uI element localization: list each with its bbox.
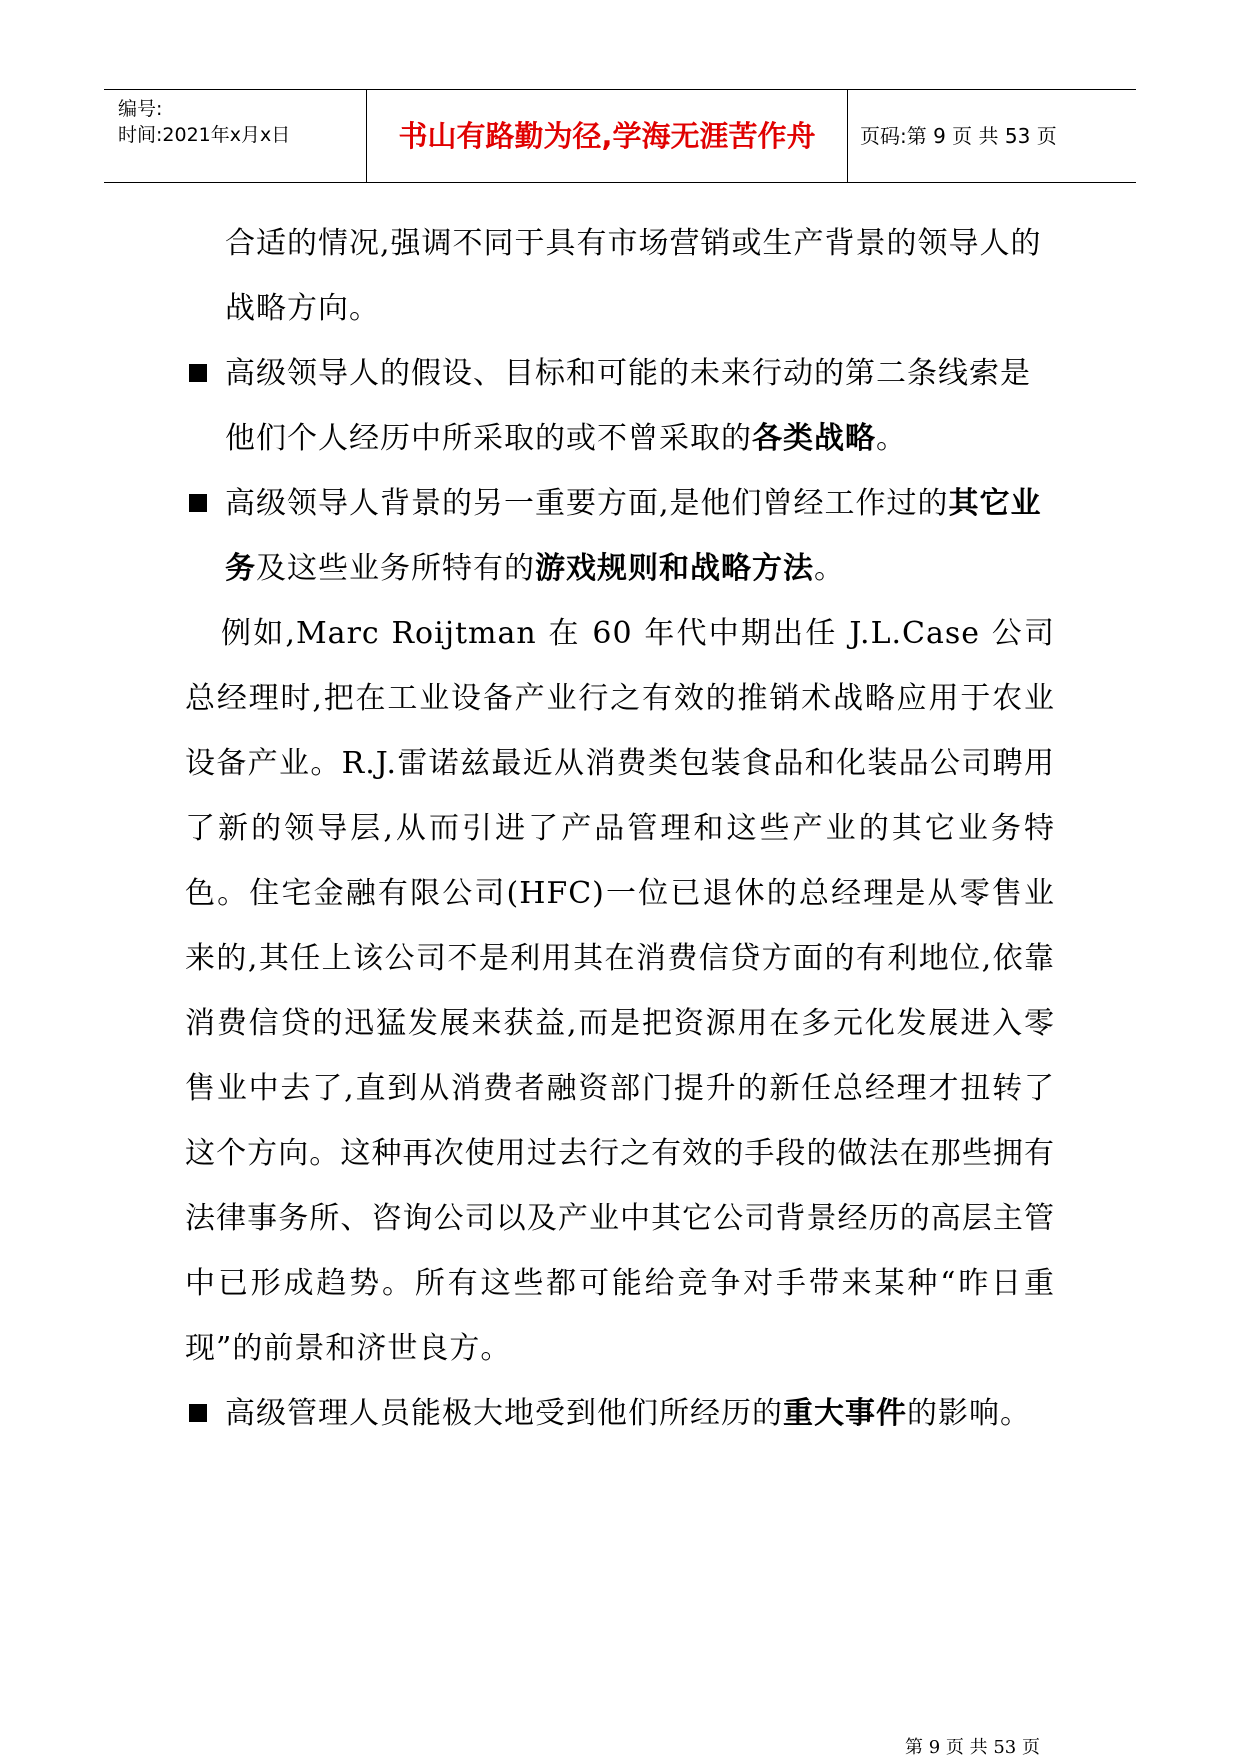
square-bullet-icon (189, 1404, 207, 1422)
bullet-major-events (185, 1381, 1055, 1446)
bullet-other-business (185, 471, 1055, 601)
bullet-strategies (185, 341, 1055, 471)
header-page-info (848, 90, 1136, 182)
bullet-bold-text: 各类战略 (752, 421, 876, 456)
intro-continuation: 合适的情况,强调不同于具有市场营销或生产背景的领导人的战略方向。 (225, 226, 1042, 326)
document-time-label: 时间:2021年x月x日 (118, 124, 291, 146)
header-motto: 书山有路勤为径,学海无涯苦作舟 (367, 90, 848, 182)
bullet-bold-text: 其它业务 (225, 486, 1042, 586)
document-number-label: 编号: (118, 98, 163, 120)
bullet-text: 高级领导人背景的另一重要方面,是他们曾经工作过的 (225, 486, 949, 521)
bullet-text: 。 (814, 551, 845, 586)
document-body (185, 211, 1055, 1446)
bullet-text: 及这些业务所特有的 (256, 551, 535, 586)
bullet-bold-text: 游戏规则和战略方法 (535, 551, 814, 586)
bullet-text: 的影响。 (907, 1396, 1031, 1431)
page-header (104, 89, 1136, 183)
bullet-text: 高级领导人的假设、目标和可能的未来行动的第二条线索是他们个人经历中所采取的或不曾采取的 (225, 356, 1031, 456)
page-footer: 第 9 页 共 53 页 (905, 1737, 1040, 1758)
bullet-text: 。 (876, 421, 907, 456)
square-bullet-icon (189, 364, 207, 382)
square-bullet-icon (189, 494, 207, 512)
header-page-info-text: 页码:第 9 页 共 53 页 (860, 124, 1057, 148)
example-paragraph: 例如,Marc Roijtman 在 60 年代中期出任 J.L.Case 公司总经理时,把在工业设备产业行之有效的推销术战略应用于农业设备产业。R.J.雷诺兹最近从消费类包装食品和化装品公司聘用了新的领导层,从而引进了产品管理和这些产业的其它业务特色。住宅金融有限公司(HFC)一位已退休的总经理是从零售业来的,其任上该公司不是利用其在消费信贷方面的有利地位,依靠消费信贷的迅猛发展来获益,而是把资源用在多元化发展进入零售业中去了,直到从消费者融资部门提升的新任总经理才扭转了这个方向。这种再次使用过去行之有效的手段的做法在那些拥有法律事务所、咨询公司以及产业中其它公司背景经历的高层主管中已形成趋势。所有这些都可能给竞争对手带来某种“昨日重现”的前景和济世良方。 (185, 616, 1055, 1366)
bullet-bold-text: 重大事件 (783, 1396, 907, 1431)
bullet-text: 高级管理人员能极大地受到他们所经历的 (225, 1396, 783, 1431)
header-meta (104, 90, 367, 182)
